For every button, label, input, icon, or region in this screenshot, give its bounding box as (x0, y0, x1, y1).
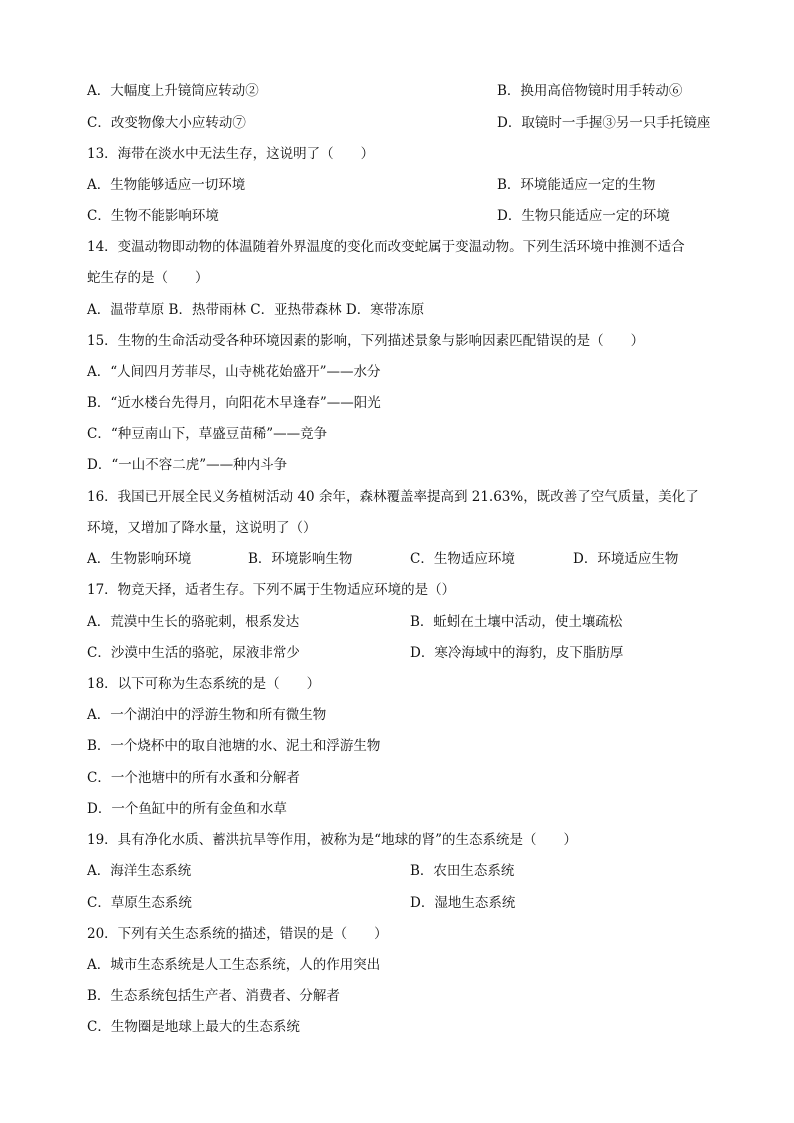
q16-option-d: D．环境适应生物 (573, 551, 679, 567)
q16-options-row (87, 549, 707, 569)
q12-option-b: B．换用高倍物镜时用手转动⑥ (497, 83, 683, 99)
q19-option-a: A．海洋生态系统 (87, 863, 192, 879)
q19-option-c: C．草原生态系统 (87, 895, 192, 911)
q20-option-a: A．城市生态系统是人工生态系统，人的作用突出 (87, 957, 381, 973)
q18-option-b: B．一个烧杯中的取自池塘的水、泥土和浮游生物 (87, 738, 381, 754)
q18-stem: 18．以下可称为生态系统的是（ ） (87, 676, 321, 692)
q12-option-d: D．取镜时一手握③另一只手托镜座 (497, 115, 711, 131)
q14-stem-line-1: 14．变温动物即动物的体温随着外界温度的变化而改变蛇属于变温动物。下列生活环境中推测不适合 (87, 239, 685, 255)
q19-row-1 (87, 861, 707, 881)
q20-stem: 20．下列有关生态系统的描述，错误的是（ ） (87, 926, 388, 942)
q19-option-b: B．农田生态系统 (410, 863, 515, 879)
q20-option-b: B．生态系统包括生产者、消费者、分解者 (87, 988, 340, 1004)
q18-option-a: A．一个湖泊中的浮游生物和所有微生物 (87, 707, 327, 723)
q13-option-a: A．生物能够适应一切环境 (87, 177, 246, 193)
q13-option-b: B．环境能适应一定的生物 (497, 177, 656, 193)
q20-option-c: C．生物圈是地球上最大的生态系统 (87, 1019, 300, 1035)
q15-option-c: C．“种豆南山下，草盛豆苗稀”——竞争 (87, 426, 328, 442)
q13-row-2 (87, 206, 707, 226)
q12-row-2 (87, 113, 711, 133)
q12-row-1 (87, 81, 707, 101)
q19-stem: 19．具有净化水质、蓄洪抗旱等作用，被称为是“地球的肾”的生态系统是（ ） (87, 832, 577, 848)
q18-option-c: C．一个池塘中的所有水蚤和分解者 (87, 770, 300, 786)
q16-option-a: A．生物影响环境 (87, 551, 192, 567)
q17-row-1 (87, 612, 707, 632)
q19-row-2 (87, 893, 707, 913)
q13-stem: 13．海带在淡水中无法生存，这说明了（ ） (87, 146, 375, 162)
q19-option-d: D．湿地生态系统 (410, 895, 516, 911)
q17-option-a: A．荒漠中生长的骆驼刺，根系发达 (87, 614, 300, 630)
q17-option-b: B．蚯蚓在土壤中活动，使土壤疏松 (410, 614, 623, 630)
q17-stem: 17．物竞天择，适者生存。下列不属于生物适应环境的是（） (87, 582, 456, 598)
q15-option-d: D．“一山不容二虎”——种内斗争 (87, 457, 288, 473)
q16-option-b: B．环境影响生物 (248, 551, 353, 567)
q16-option-c: C．生物适应环境 (410, 551, 515, 567)
q13-row-1 (87, 175, 707, 195)
q12-option-a: A．大幅度上升镜筒应转动② (87, 83, 259, 99)
q15-stem: 15．生物的生命活动受各种环境因素的影响，下列描述景象与影响因素匹配错误的是（ ） (87, 333, 645, 349)
q17-row-2 (87, 643, 707, 663)
q15-option-b: B．“近水楼台先得月，向阳花木早逢春”——阳光 (87, 395, 381, 411)
q18-option-d: D．一个鱼缸中的所有金鱼和水草 (87, 801, 287, 817)
q17-option-c: C．沙漠中生活的骆驼，尿液非常少 (87, 645, 300, 661)
q15-option-a: A．“人间四月芳菲尽，山寺桃花始盛开”——水分 (87, 364, 381, 380)
q13-option-c: C．生物不能影响环境 (87, 208, 219, 224)
q14-options: A．温带草原 B．热带雨林 C．亚热带森林 D．寒带冻原 (87, 302, 425, 318)
q17-option-d: D．寒冷海域中的海豹，皮下脂肪厚 (410, 645, 624, 661)
q16-stem-line-2: 环境，又增加了降水量，这说明了（） (87, 520, 317, 536)
q12-option-c: C．改变物像大小应转动⑦ (87, 115, 246, 131)
q14-stem-line-2: 蛇生存的是（ ） (87, 270, 209, 286)
q16-stem-line-1: 16．我国已开展全民义务植树活动 40 余年，森林覆盖率提高到 21.63%，既改善了空气质量，美化了 (87, 489, 699, 505)
q13-option-d: D．生物只能适应一定的环境 (497, 208, 670, 224)
